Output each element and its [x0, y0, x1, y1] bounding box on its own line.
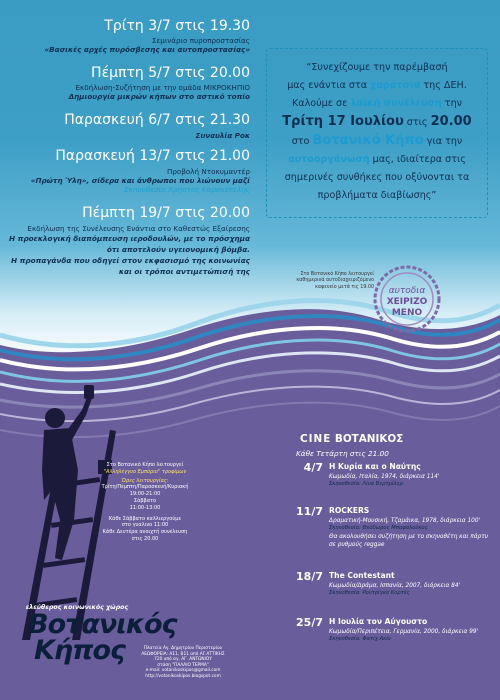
film-item	[329, 570, 494, 598]
film-director: Σκηνοθεσία: Φατίχ Ακίν	[329, 636, 391, 642]
announcement-line: προβλήματα διαβίωσης”	[317, 190, 437, 201]
event-description: Εκδήλωση της Συνέλευσης Ενάντια στο Καθεστώς Εξαίρεσης	[27, 224, 250, 233]
event-title: Συναυλία Ροκ	[195, 131, 250, 140]
announcement-box	[266, 48, 488, 218]
film-title: Η Ιουλία τον Αύγουστο	[329, 617, 428, 626]
svg-text:ΜΕΝΟ: ΜΕΝΟ	[391, 308, 423, 318]
event-heading: Τρίτη 3/7 στις 19.30	[104, 18, 250, 34]
event-description: Προβολή Ντοκυμαντέρ	[166, 167, 250, 176]
film-info: Δραματική-Μουσική, Τζαμάικα, 1978, διάρκεια 100'	[329, 518, 481, 524]
film-item	[329, 616, 494, 644]
event-heading: Παρασκευή 13/7 στις 21.00	[55, 148, 250, 164]
event-title: «Βασικές αρχές πυρόσβεσης και αυτοπροστασίας»	[44, 45, 250, 54]
film-item	[329, 461, 494, 489]
brand-logo: Βοτανικός Κήπος	[28, 609, 177, 666]
announcement-line: “Συνεχίζουμε την παρέμβασή	[306, 62, 448, 73]
announcement-date: Τρίτη 17 Ιουλίου στις 20.00	[282, 114, 472, 129]
film-title: The Contestant	[329, 571, 395, 580]
film-info: Κωμωδία, Ιταλία, 1974, διάρκεια 114'	[329, 474, 440, 480]
self-managed-seal	[370, 262, 445, 337]
film-date: 25/7	[296, 616, 323, 629]
cinema-subtitle: Κάθε Τετάρτη στις 21.00	[296, 449, 389, 458]
film-date: 4/7	[303, 461, 323, 474]
film-director: Σκηνοθεσία: Ροντρίγκο Κορτές	[329, 590, 410, 596]
film-director: Σκηνοθεσία: Λίνα Βερτμίλερ	[329, 481, 403, 487]
announcement-line: Καλούμε σε λαϊκή συνέλευση την	[291, 98, 463, 109]
announcement-place: στο Βοτανικό Κήπο για την	[291, 133, 463, 148]
film-item	[329, 505, 494, 549]
cafe-caption: Στο Βοτανικό Κήπο λειτουργεί καθημερινά αυτοδιαχειριζόμενο καφενείο μετά τις 19.00	[296, 272, 374, 290]
opening-hours: Στο Βοτανικό Κήπο λειτουργεί "Αλληλέγγυο Εμπόριο" τροφίμων Ώρες λειτουργίας: Τρίτη/Πέμπτη/Παρασκευή/Κυριακή 19:00-21:00 Σάββατο 11:00-13:00 Κάθε Σάββατο καλλιεργούμε στο γυαλινο 11:00 Κάθε Δευτέρα ανοιχτή συνέλευση στις 20.00	[101, 462, 189, 542]
announcement-line: σημερινές συνθήκες που οξύνονται τα	[284, 172, 470, 183]
event-heading: Πέμπτη 19/7 στις 20.00	[82, 205, 250, 221]
event-description: Σεμινάριο πυροπροστασίας	[151, 36, 250, 45]
event-director: Σκηνοθεσία Χρήστος Καρακέπελης	[124, 185, 250, 194]
cinema-title: CINE ΒΟΤΑΝΙΚΟΣ	[300, 433, 404, 445]
brand-tagline: ελεύθερος κοινωνικός χώρος	[25, 604, 129, 611]
film-date: 11/7	[296, 505, 323, 518]
event-paragraph: Η προπαγάνδα που οδηγεί στον εκφασισμό της κοινωνίας και οι τρόποι αντιμετώπισή της	[10, 256, 250, 276]
event-description: Εκδήλωση-Συζήτηση με την ομάδα ΜΙΚΡΟΚΗΠΙΟ	[75, 83, 250, 92]
svg-text:ΧΕΙΡΙΖΟ: ΧΕΙΡΙΖΟ	[386, 297, 428, 307]
event-heading: Πέμπτη 5/7 στις 20.00	[91, 65, 250, 81]
announcement-line: αυτοοργάνωσή μας, ιδιαίτερα στις	[288, 154, 466, 165]
film-title: Η Κυρία και ο Ναύτης	[329, 462, 421, 471]
film-info: Κωμωδία/Περιπέτεια, Γερμανία, 2000, διάρκεια 99'	[329, 629, 479, 635]
film-date: 18/7	[296, 570, 323, 583]
announcement-line: μας ενάντια στα χαράτσια της ΔΕΗ.	[287, 80, 467, 91]
film-director: Σκηνοθεσία: Θεόδωρος Μπαφαλούκος	[329, 525, 428, 531]
address-block: Πλατεία Αγ. Δημητρίου Περιστερίου ΛΕΩΦΟΡΕΙΑ: Α11, Β11 από ΑΓ.ΑΤΤΙΚΗΣ 720 από αγ. ΑΓ. ΑΝΤΩΝΙΟΥ στάση "ΠΑΛΑΙΟ ΤΕΡΜΑ" e-mail: votanikoskipos@gmail.com http://votanikoskipos.blogspot.com	[141, 646, 225, 679]
film-info: Κωμωδία/Δράμα, Ισπανία, 2007, διάρκεια 84'	[329, 583, 461, 589]
film-title: ROCKERS	[329, 506, 370, 515]
event-paragraph: Η προεκλογική διαπόμπευση ιεροδουλών, με το πρόσχημα ότι αποτελούν υγειονομική βόμβα.	[9, 234, 250, 254]
film-note: Θα ακολουθήσει συζήτηση με το σκηνοθέτη και πάρτυ σε ρυθμούς reggae	[329, 533, 489, 548]
event-heading: Παρασκευή 6/7 στις 21.30	[64, 112, 250, 128]
event-title: «Πρώτη Ύλη», σίδερα και άνθρωποι που λιώνουν μαζί	[30, 176, 250, 185]
svg-text:αυτοδια: αυτοδια	[388, 286, 426, 296]
event-title: Δημιουργία μικρών κήπων στο αστικό τοπίο	[68, 92, 250, 101]
